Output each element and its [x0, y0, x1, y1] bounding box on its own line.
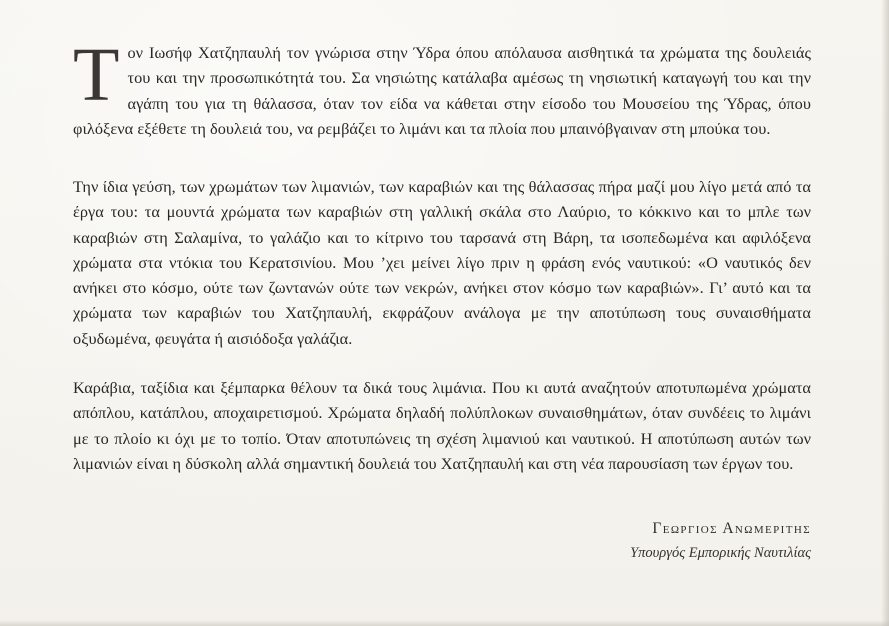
- scan-edge-shadow: [881, 0, 889, 626]
- paragraph-1-text: ον Ιωσήφ Χατζηπαυλή τον γνώρισα στην Ύδρα όπου απόλαυσα αισθητικά τα χρώματα της δουλειάς του και την προσωπικότητά του. Σα νησιώτης κατάλαβα αμέσως τη νησιωτική καταγωγή του και την αγάπη του για τη θάλασσα, όταν τον είδα να κάθεται στην είσοδο του Μουσείου της Ύδρας, όπου φιλόξενα εξέθετε τη δουλειά του, να ρεμβάζει το λιμάνι και τα πλοία που μπαινόβγαιναν στη μπούκα του.: [73, 43, 811, 138]
- signature-title: Υπουργός Εμπορικής Ναυτιλίας: [630, 545, 811, 561]
- scan-bottom-shadow: [0, 620, 889, 626]
- drop-cap: Τ: [73, 33, 120, 117]
- paragraph-2: Την ίδια γεύση, των χρωμάτων των λιμανιών, των καραβιών και της θάλασσας πήρα μαζί μου λίγο μετά από τα έργα του: τα μουντά χρώματα των καραβιών στη γαλλική σκάλα στο Λαύριο, το κόκκινο και το μπλε των καραβιών στη Σαλαμίνα, το γαλάζιο και το κίτρινο του ταρσανά στη Βάρη, τα ισοπεδωμένα και αφιλόξενα χρώματα στα ντόκια του Κερατσινίου. Μου ’χει μείνει λίγο πριν η φράση ενός ναυτικού: «Ο ναυτικός δεν ανήκει στο κόσμο, ούτε των ζωντανών ούτε των νεκρών, ανήκει στον κόσμο των καραβιών». Γι’ αυτό και τα χρώματα των καραβιών του Χατζηπαυλή, εκφράζουν ανάλογα με την αποτύπωση τους συναισθήματα οξυδωμένα, φευγάτα ή αισιόδοξα γαλάζια.: [73, 177, 811, 348]
- paragraph-1: [73, 33, 811, 141]
- paragraph-3: Καράβια, ταξίδια και ξέμπαρκα θέλουν τα δικά τους λιμάνια. Που κι αυτά αναζητούν αποτυπωμένα χρώματα απόπλου, κατάπλου, αποχαιρετισμού. Χρώματα δηλαδή πολύπλοκων συναισθημάτων, όταν συνδέεις το λιμάνι με το πλοίο κι όχι με το τοπίο. Όταν αποτυπώνεις τη σχέση λιμανιού και ναυτικού. Η αποτύπωση αυτών των λιμανιών είναι η δύσκολη αλλά σημαντική δουλειά του Χατζηπαυλή και στη νέα παρουσίαση των έργων του.: [73, 378, 811, 473]
- signature-name: Γεωργιος Ανωμεριτης: [652, 520, 811, 537]
